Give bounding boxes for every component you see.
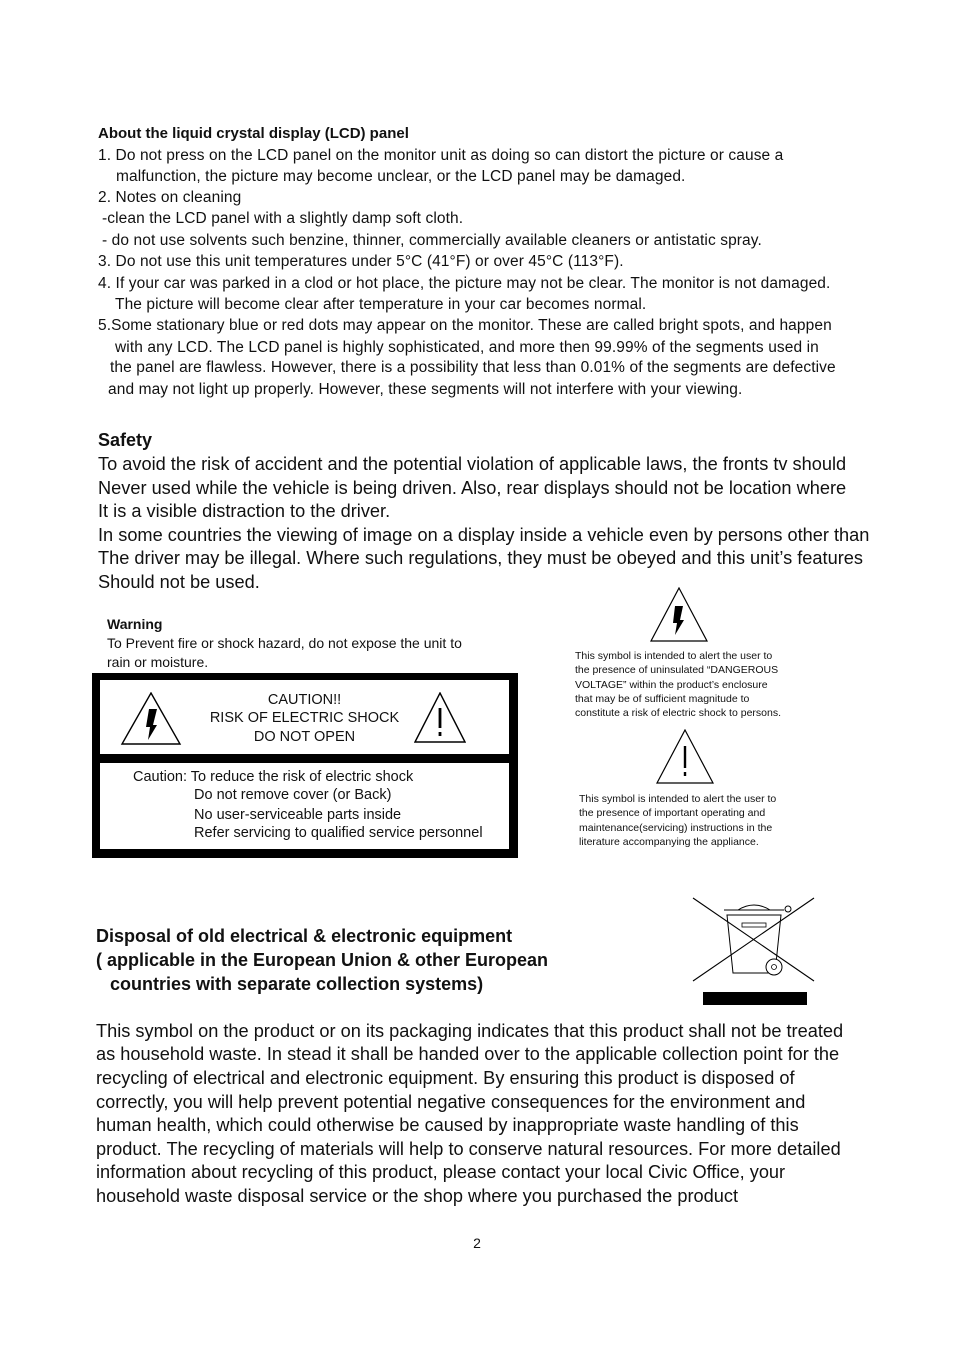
lightning-symbol-note	[575, 649, 781, 720]
caution-line: Do not remove cover (or Back)	[194, 787, 392, 803]
caution-title: CAUTION!!	[267, 692, 342, 708]
caution-label	[92, 673, 518, 858]
exclamation-symbol-note	[579, 792, 776, 849]
disposal-line: recycling of electrical and electronic equipment. By ensuring this product is disposed of	[96, 1068, 795, 1088]
note-line: the presence of uninsulated “DANGEROUS	[575, 664, 779, 677]
disposal-line: correctly, you will help prevent potential negative consequences for the environment and	[96, 1092, 806, 1112]
disposal-line: product. The recycling of materials will help to conserve natural resources. For more detailed	[96, 1139, 841, 1159]
caution-title: DO NOT OPEN	[253, 729, 356, 745]
important-instructions-icon	[656, 729, 714, 785]
note-line: VOLTAGE” within the product’s enclosure	[575, 678, 768, 691]
caution-label-bottom	[100, 763, 509, 849]
disposal-heading: Disposal of old electrical & electronic equipment	[96, 926, 513, 946]
note-line: This symbol is intended to alert the user to	[575, 650, 773, 662]
disposal-heading: ( applicable in the European Union & other European	[96, 950, 549, 970]
lcd-line: 3. Do not use this unit temperatures under 5°C (41°F) or over 45°C (113°F).	[98, 253, 624, 270]
note-line: literature accompanying the appliance.	[579, 835, 759, 848]
safety-line: The driver may be illegal. Where such regulations, they must be obeyed and this unit’s features	[98, 548, 863, 568]
warning-line: rain or moisture.	[107, 654, 209, 670]
lcd-line: and may not light up properly. However, these segments will not interfere with your viewing.	[108, 381, 743, 398]
page-number: 2	[473, 1235, 481, 1251]
safety-heading: Safety	[98, 430, 153, 450]
disposal-line: This symbol on the product or on its packaging indicates that this product shall not be treated	[96, 1021, 844, 1041]
lcd-line: 1. Do not press on the LCD panel on the monitor unit as doing so can distort the picture or cause a	[98, 147, 784, 164]
disposal-line: as household waste. In stead it shall be handed over to the applicable collection point for the	[96, 1044, 840, 1064]
caution-label-top	[100, 680, 509, 754]
warning-line: To Prevent fire or shock hazard, do not expose the unit to	[107, 635, 462, 651]
lcd-line: 5.Some stationary blue or red dots may appear on the monitor. These are called bright spots, and happen	[98, 317, 832, 334]
lcd-line: 2. Notes on cleaning	[98, 189, 242, 206]
dangerous-voltage-icon	[650, 587, 708, 643]
caution-title: RISK OF ELECTRIC SHOCK	[209, 710, 400, 726]
lcd-line: the panel are flawless. However, there is a possibility that less than 0.01% of the segments are defective	[110, 359, 836, 376]
note-line: This symbol is intended to alert the user to	[579, 793, 777, 805]
caution-prefix: Caution: To reduce the risk of electric shock	[133, 769, 414, 785]
safety-line: In some countries the viewing of image on a display inside a vehicle even by persons other than	[98, 525, 870, 545]
lcd-line: The picture will become clear after temperature in your car becomes normal.	[115, 296, 647, 313]
disposal-line: household waste disposal service or the shop where you purchased the product	[96, 1186, 739, 1206]
safety-line: Never used while the vehicle is being driven. Also, rear displays should not be location where	[98, 478, 847, 498]
caution-line: No user-serviceable parts inside	[194, 807, 402, 823]
note-line: constitute a risk of electric shock to persons.	[575, 707, 782, 720]
note-line: maintenance(servicing) instructions in the	[579, 821, 773, 834]
safety-line: To avoid the risk of accident and the potential violation of applicable laws, the fronts tv should	[98, 454, 847, 474]
safety-line: It is a visible distraction to the driver.	[98, 501, 391, 521]
lcd-section-heading: About the liquid crystal display (LCD) panel	[98, 125, 409, 142]
disposal-line: human health, which could otherwise be caused by inappropriate waste handling of this	[96, 1115, 799, 1135]
lcd-line: 4. If your car was parked in a clod or hot place, the picture may not be clear. The monitor is not damaged.	[98, 275, 831, 292]
lcd-line: -clean the LCD panel with a slightly damp soft cloth.	[102, 210, 464, 227]
lcd-line: with any LCD. The LCD panel is highly sophisticated, and more then 99.99% of the segments used in	[115, 339, 819, 356]
safety-line: Should not be used.	[98, 572, 260, 592]
crossed-out-wheelie-bin-icon	[690, 895, 818, 1007]
lcd-line: - do not use solvents such benzine, thinner, commercially available cleaners or antistatic spray.	[102, 232, 762, 249]
exclamation-warning-icon	[414, 692, 466, 744]
caution-line: Refer servicing to qualified service personnel	[194, 825, 483, 841]
disposal-line: information about recycling of this product, please contact your local Civic Office, your	[96, 1162, 786, 1182]
disposal-heading: countries with separate collection systems)	[110, 974, 484, 994]
warning-heading: Warning	[107, 616, 163, 632]
note-line: that may be of sufficient magnitude to	[575, 692, 750, 705]
note-line: the presence of important operating and	[579, 807, 766, 820]
lcd-line: malfunction, the picture may become unclear, or the LCD panel may be damaged.	[116, 168, 686, 185]
